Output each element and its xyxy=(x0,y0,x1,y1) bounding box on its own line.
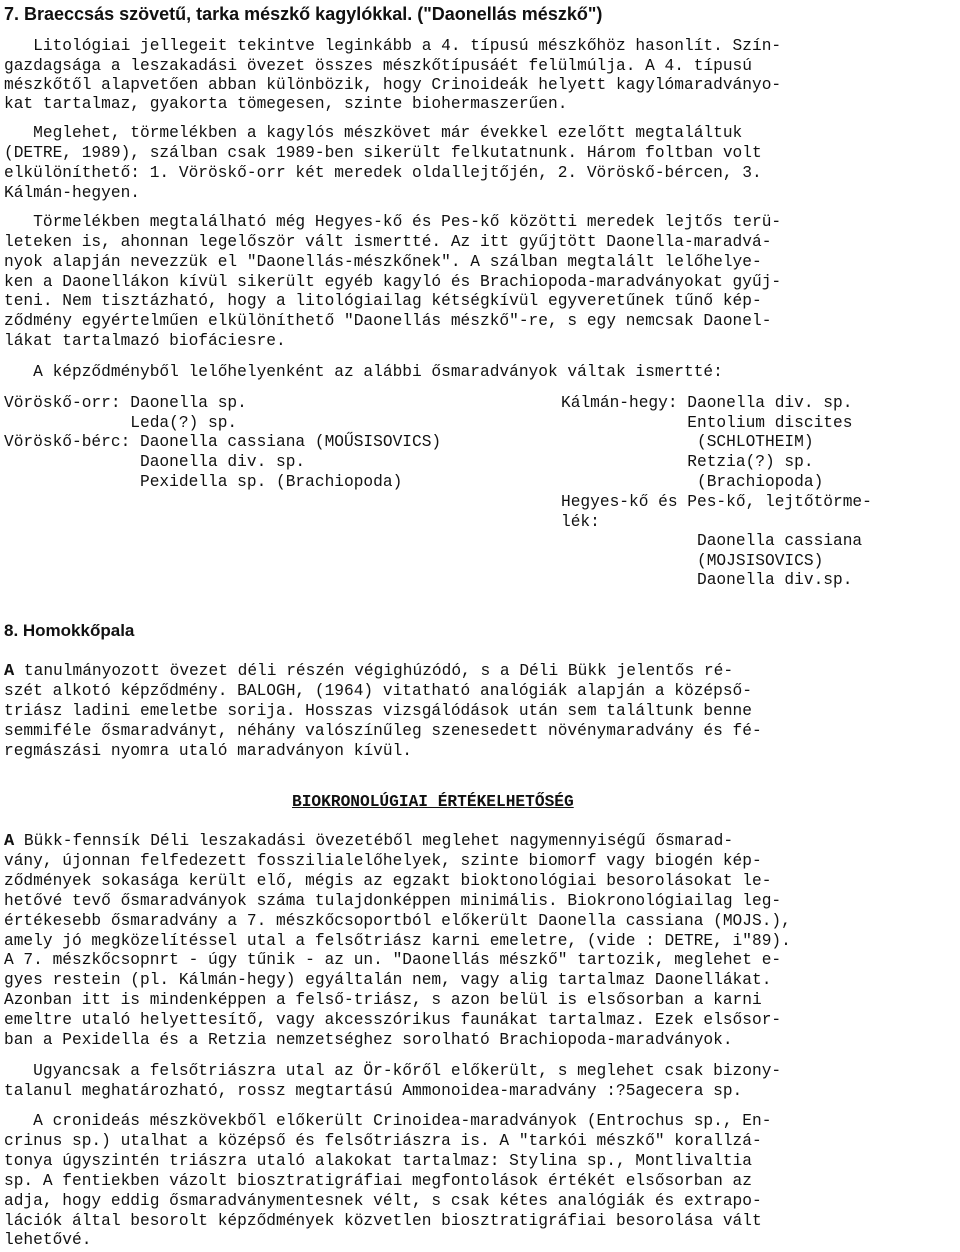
fossils-left-line-5: Pexidella sp. (Brachiopoda) xyxy=(4,473,403,491)
bio-p1-line-2: vány, újonnan felfedezett fosszilialelőhelyek, szinte biomorf vagy biogén kép- xyxy=(4,852,762,870)
fossils-right-line-5: (Brachiopoda) xyxy=(561,473,824,491)
s7-p2-line-3: elkülöníthető: 1. Vöröskő-orr két meredek oldallejtőjén, 2. Vöröskő-bércen, 3. xyxy=(4,164,762,182)
bio-p1-line-11: ban a Pexidella és a Retzia nemzetséghez sorolható Brachiopoda-maradványok. xyxy=(4,1031,733,1049)
bio-p2-line-1: Ugyancsak a felsőtriászra utal az Ör-kőről előkerült, s meglehet csak bizony- xyxy=(4,1062,782,1080)
s7-p1-line-3: mészkőtől alapvetően abban különbözik, hogy Crinoideák helyett kagylómaradványo- xyxy=(4,76,782,94)
s7-p1-line-2: gazdagsága a leszakadási övezet összes mészkőtípusáét felülmúlja. A 4. típusú xyxy=(4,57,752,75)
biochron-heading: BIOKRONOLÚGIAI ÉRTÉKELHETŐSÉG xyxy=(292,793,574,811)
s8-p1-line-1 xyxy=(4,661,733,682)
bio-p2-line-2: talanul meghatározható, rossz megtartású Ammonoidea-maradvány :?5agecera sp. xyxy=(4,1082,743,1100)
s7-p1-line-4: kat tartalmaz, gyakorta tömegesen, szinte biohermaszerűen. xyxy=(4,95,568,113)
s8-p1-line-5: regmászási nyomra utaló maradványon kívül. xyxy=(4,742,412,760)
bio-p1-line-7: A 7. mészkőcsopnrt - úgy tűnik - az un. "Daonellás mészkő" tartozik, meglehet e- xyxy=(4,951,782,969)
bio-p3-line-5: adja, hogy eddig ősmaradványmentesnek vélt, s csak kétes analógiák és extrapo- xyxy=(4,1192,762,1210)
fossils-left-line-4: Daonella div. sp. xyxy=(4,453,306,471)
bio-p3-line-7: lehetővé. xyxy=(4,1231,92,1249)
fossils-right-line-1: Kálmán-hegy: Daonella div. sp. xyxy=(561,394,853,412)
fossils-left-line-2: Leda(?) sp. xyxy=(4,414,238,432)
bio-first-letter: A xyxy=(4,832,15,851)
fossils-right-line-7: lék: xyxy=(561,513,600,531)
s8-p1-line-1-text: tanulmányozott övezet déli részén végighúzódó, s a Déli Bükk jelentős ré- xyxy=(14,662,734,680)
s7-p3-line-4: ken a Daonellákon kívül sikerült egyéb kagyló és Brachiopoda-maradványokat gyűj- xyxy=(4,273,782,291)
s8-first-letter: A xyxy=(4,662,15,681)
fossils-right-line-3: (SCHLOTHEIM) xyxy=(561,433,814,451)
bio-p1-line-4: hetővé tevő ősmaradványok száma tulajdonképpen minimális. Biokronológiailag leg- xyxy=(4,892,782,910)
s7-p4-line-1: A képződményből lelőhelyenként az alábbi ősmaradványok váltak ismertté: xyxy=(4,363,723,381)
bio-p1-line-5: értékesebb ősmaradvány a 7. mészkőcsoportból előkerült Daonella cassiana (MOJS.), xyxy=(4,912,791,930)
bio-p1-line-10: emeltre utaló helyettesítő, vagy akcesszórikus faunákat tartalmaz. Ezek elsősor- xyxy=(4,1011,782,1029)
s8-p1-line-2: szét alkotó képződmény. BALOGH, (1964) vitatható analógiák alapján a középső- xyxy=(4,682,752,700)
fossils-left-line-1: Vöröskő-orr: Daonella sp. xyxy=(4,394,247,412)
bio-p1-line-9: Azonban itt is mindenképpen a felső-triász, s azon belül is elsősorban a karni xyxy=(4,991,762,1009)
fossils-right-line-2: Entolium discites xyxy=(561,414,853,432)
bio-p3-line-2: crinus sp.) utalhat a középső és felsőtriászra is. A "tarkói mészkő" korallzá- xyxy=(4,1132,762,1150)
s7-p2-line-1: Meglehet, törmelékben a kagylós mészkövet már évekkel ezelőtt megtaláltuk xyxy=(4,124,743,142)
s7-p3-line-2: leteken is, ahonnan legelőször vált ismertté. Az itt gyűjtött Daonella-maradvá- xyxy=(4,233,772,251)
s7-p3-line-5: teni. Nem tisztázható, hogy a litológiailag kétségkívül egyveretűnek tűnő kép- xyxy=(4,292,762,310)
s8-p1-line-3: triász ladini emeletbe sorija. Hosszas vizsgálódások után sem találtunk benne xyxy=(4,702,752,720)
bio-p3-line-4: sp. A fentiekben vázolt biosztratigráfiai megfontolások értékét elsősorban az xyxy=(4,1172,752,1190)
fossils-right-line-9: (MOJSISOVICS) xyxy=(561,552,824,570)
section-7-title: 7. Braeccsás szövetű, tarka mészkő kagylókkal. ("Daonellás mészkő") xyxy=(4,4,603,24)
s7-p3-line-1: Törmelékben megtalálható még Hegyes-kő és Pes-kő közötti meredek lejtős terü- xyxy=(4,213,782,231)
bio-p1-line-1-text: Bükk-fennsík Déli leszakadási övezetéből meglehet nagymennyiségű ősmarad- xyxy=(14,832,734,850)
s7-p1-line-1: Litológiai jellegeit tekintve leginkább a 4. típusú mészkőhöz hasonlít. Szín- xyxy=(4,37,782,55)
s7-p3-line-6: ződmény egyértelműen elkülöníthető "Daonellás mészkő"-re, s egy nemcsak Daonel- xyxy=(4,312,772,330)
section-8-title: 8. Homokkőpala xyxy=(4,621,135,640)
bio-p1-line-1 xyxy=(4,831,733,852)
fossils-right-line-8: Daonella cassiana xyxy=(561,532,863,550)
s7-p3-line-3: nyok alapján nevezzük el "Daonellás-mészkőnek". A szálban megtalált lelőhelye- xyxy=(4,253,762,271)
s7-p2-line-2: (DETRE, 1989), szálban csak 1989-ben sikerült felkutatnunk. Három foltban volt xyxy=(4,144,762,162)
fossils-right-line-6: Hegyes-kő és Pes-kő, lejtőtörme- xyxy=(561,493,872,511)
bio-p3-line-1: A cronideás mészkövekből előkerült Crinoidea-maradványok (Entrochus sp., En- xyxy=(4,1112,772,1130)
fossils-right-line-10: Daonella div.sp. xyxy=(561,571,853,589)
fossils-left-line-3: Vöröskő-bérc: Daonella cassiana (MOŰSISOVICS) xyxy=(4,433,442,451)
bio-p1-line-6: amely jó megközelítéssel utal a felsőtriász karni emeletre, (vide : DETRE, i"89). xyxy=(4,932,791,950)
bio-p3-line-3: tonya úgyszintén triászra utaló alakokat tartalmaz: Stylina sp., Montlivaltia xyxy=(4,1152,752,1170)
bio-p1-line-8: gyes restein (pl. Kálmán-hegy) egyáltalán nem, vagy alig tartalmaz Daonellákat. xyxy=(4,971,772,989)
s7-p2-line-4: Kálmán-hegyen. xyxy=(4,184,140,202)
bio-p3-line-6: lációk által besorolt képződmények közvetlen biosztratigráfiai besorolása vált xyxy=(4,1212,762,1230)
s7-p3-line-7: lákat tartalmazó biofáciesre. xyxy=(4,332,286,350)
fossils-right-line-4: Retzia(?) sp. xyxy=(561,453,814,471)
bio-p1-line-3: ződmények sokasága került elő, mégis az egzakt bioktonológiai besorolásokat le- xyxy=(4,872,772,890)
s8-p1-line-4: semmiféle ősmaradványt, néhány valószínűleg szenesedett növénymaradvány és fé- xyxy=(4,722,762,740)
